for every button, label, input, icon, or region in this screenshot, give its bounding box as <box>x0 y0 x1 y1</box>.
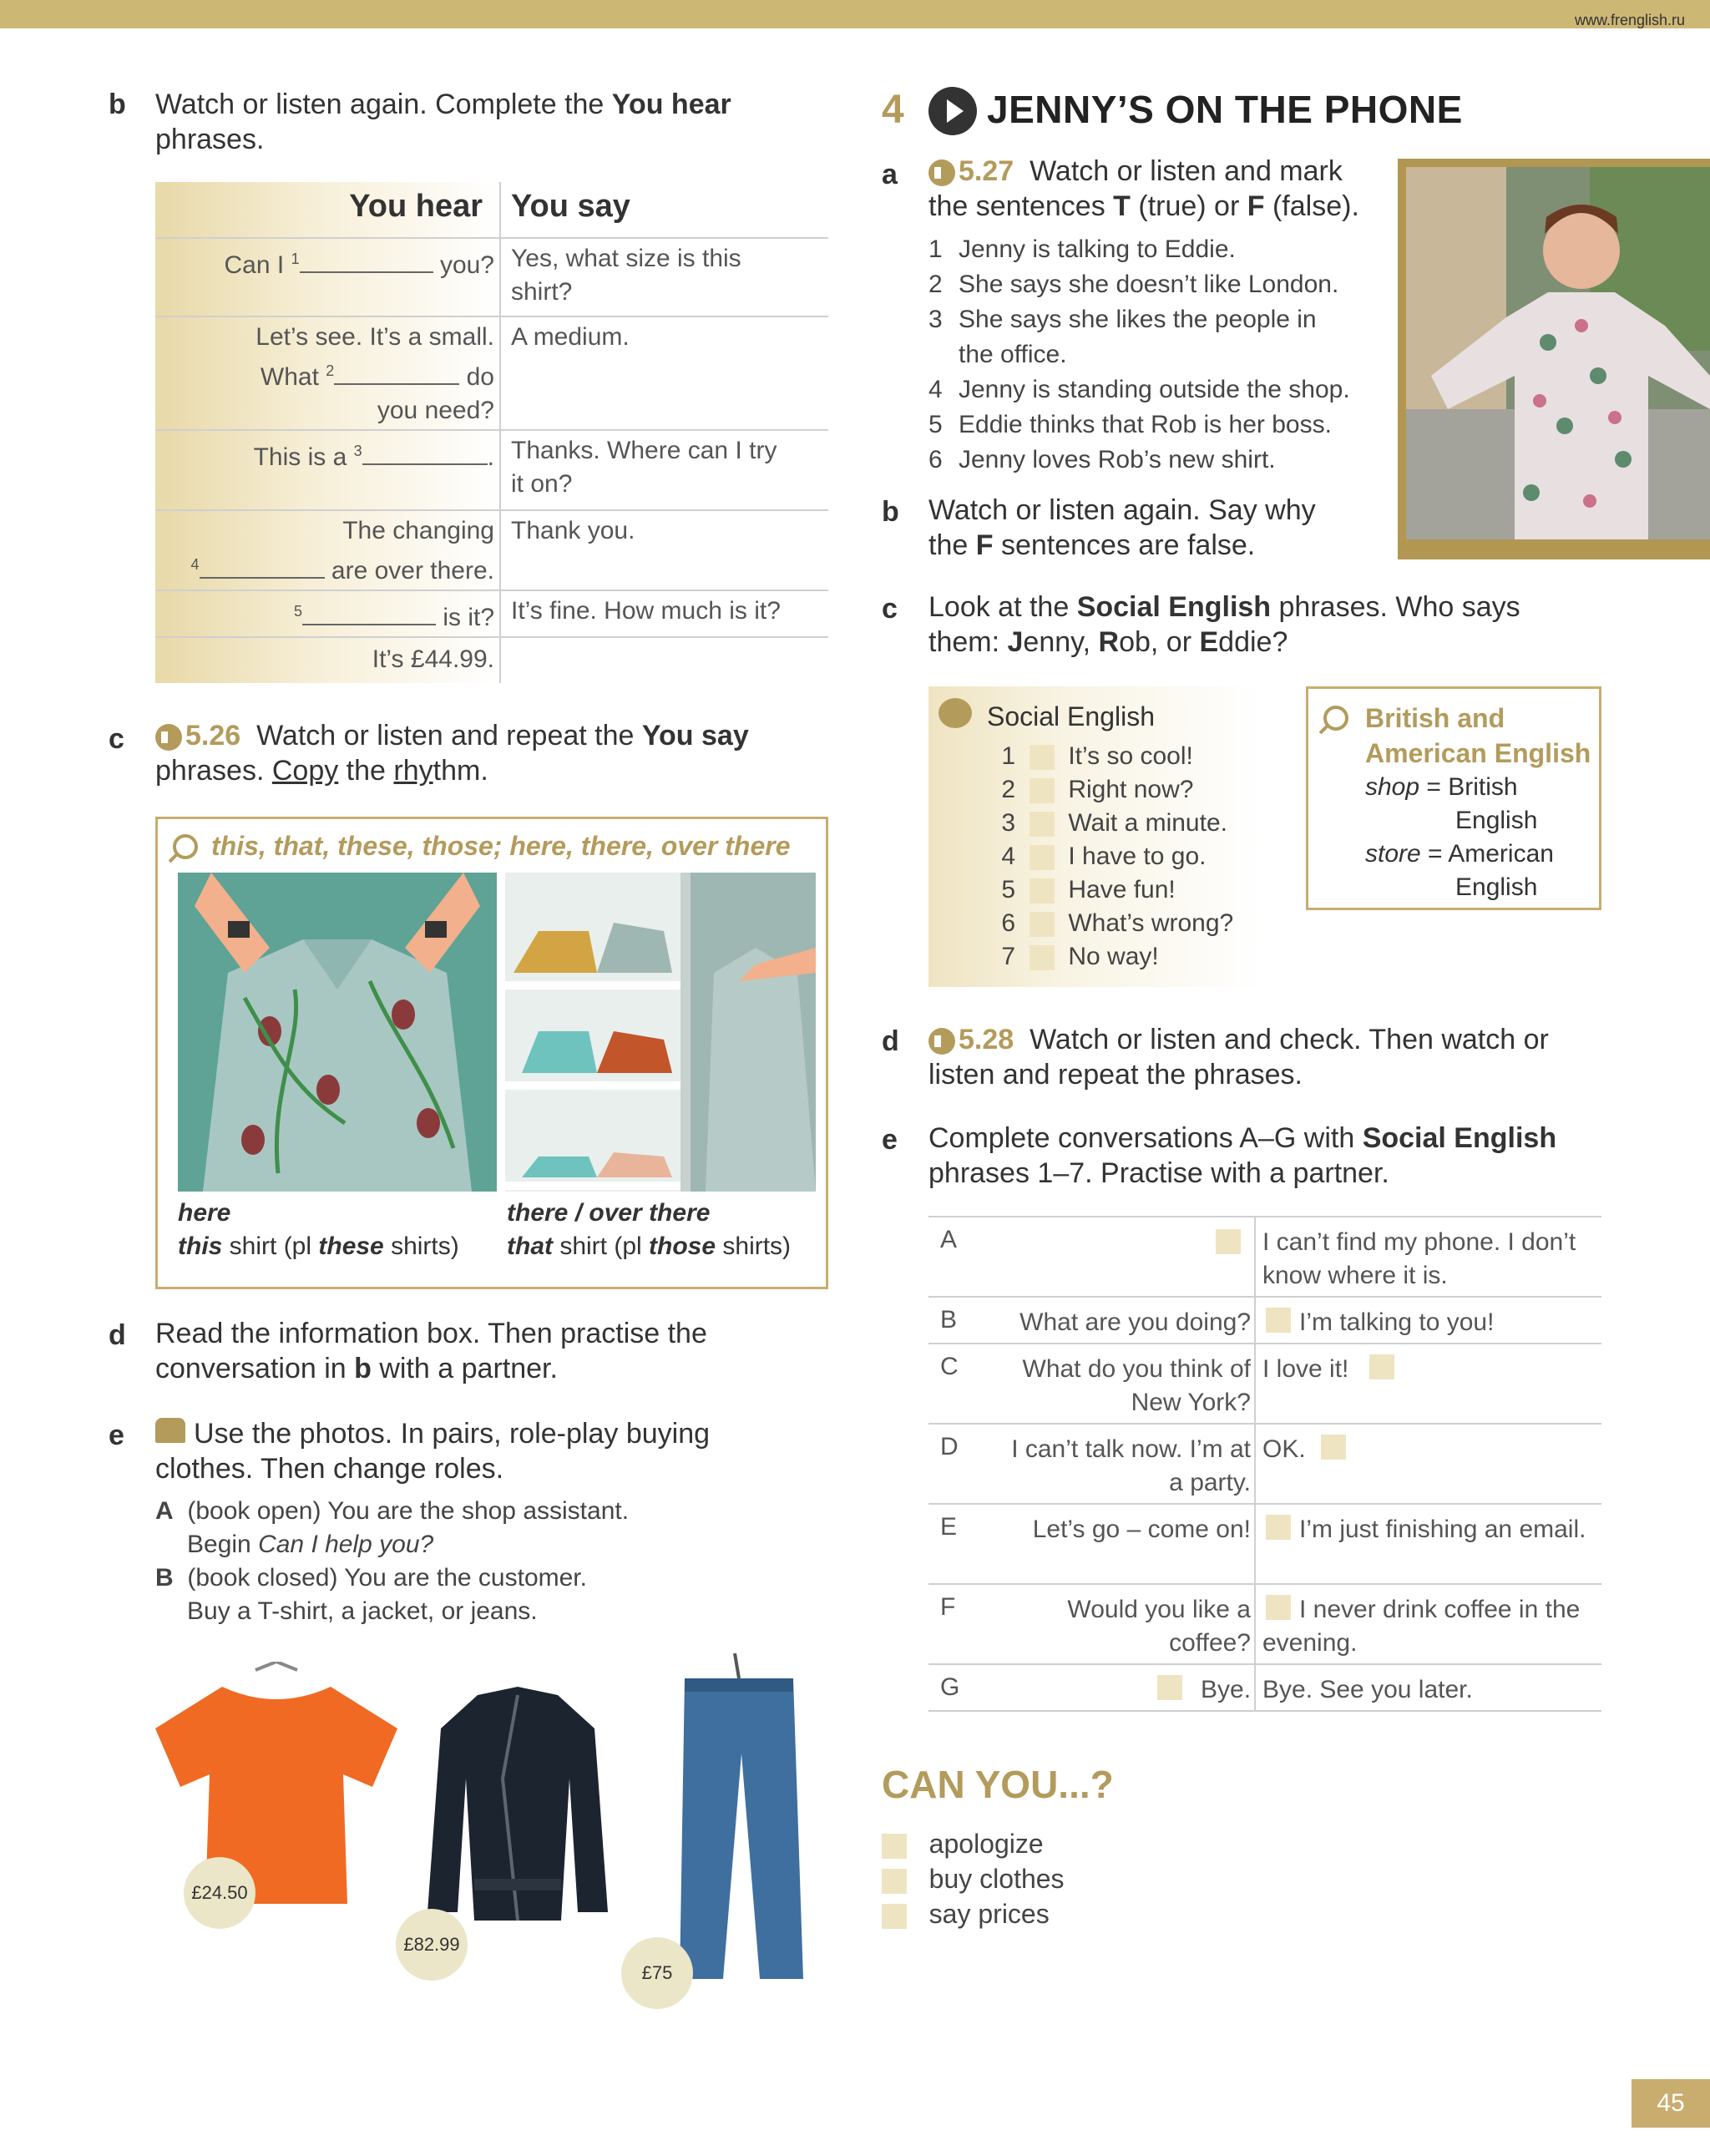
jeans-price-tag: £75 <box>621 1937 693 2009</box>
you-hear-you-say-table <box>155 182 828 683</box>
exercise-a-letter: a <box>882 159 898 190</box>
conv-divider <box>1254 1298 1256 1344</box>
conv-right-text: OK. <box>1262 1435 1306 1463</box>
table-rule <box>155 237 828 239</box>
table-divider <box>499 182 501 683</box>
exercise-d-letter: d <box>109 1319 126 1351</box>
blank-5[interactable] <box>302 600 436 625</box>
tshirt-photo <box>155 1662 397 1904</box>
conv-divider <box>1254 1425 1256 1505</box>
conv-row-g <box>928 1663 1601 1712</box>
conv-divider <box>1254 1344 1256 1425</box>
answer-box[interactable] <box>1157 1675 1182 1700</box>
answer-box[interactable] <box>1030 912 1055 937</box>
shop-row: shop = British <box>1365 773 1518 801</box>
exercise-c-letter: c <box>109 723 124 755</box>
table-rule <box>155 429 828 431</box>
row5-you-hear: $^5$ is it? <box>177 595 494 635</box>
row4-you-say: Thank you. <box>511 517 635 544</box>
answer-box[interactable] <box>1030 945 1055 970</box>
checkbox[interactable] <box>882 1834 907 1859</box>
exercise-c2-instruction: Look at the Social English phrases. Who says them: Jenny, Rob, or Eddie? <box>928 591 1520 658</box>
can-you-item: apologize <box>882 1829 1044 1860</box>
store-row: store = American <box>1365 840 1554 868</box>
jacket-price-tag: £82.99 <box>396 1909 468 1981</box>
exercise-d-instruction: Read the information box. Then practise the conversation in b with a partner. <box>155 1318 707 1384</box>
exercise-b-letter: b <box>109 89 126 120</box>
social-item-2: 2 Right now? <box>1001 776 1194 803</box>
conv-left-text: What do you think of New York? <box>1022 1355 1251 1416</box>
shirts-there-illustration <box>505 873 816 1192</box>
conv-row-d <box>928 1423 1601 1503</box>
jenny-video-still <box>1398 159 1710 559</box>
conv-left-text: What are you doing? <box>1019 1308 1251 1336</box>
blank-2[interactable] <box>334 360 459 385</box>
row3-you-say: Thanks. Where can I try it on? <box>511 437 777 498</box>
blank-3[interactable] <box>362 440 488 465</box>
can-you-item: buy clothes <box>882 1864 1065 1895</box>
conv-left-text: Bye. <box>1201 1676 1252 1703</box>
row2-you-say: A medium. <box>511 323 630 351</box>
header-you-say: You say <box>511 189 630 224</box>
top-banner <box>0 0 1710 28</box>
social-english-box <box>928 686 1262 987</box>
answer-box[interactable] <box>1030 778 1055 803</box>
conv-right-text: I love it! <box>1262 1355 1349 1383</box>
conv-left-text: Would you like a coffee? <box>1067 1596 1251 1657</box>
table-rule <box>155 636 828 638</box>
conv-row-f <box>928 1583 1601 1663</box>
conv-left-text: I can’t talk now. I’m at a party. <box>1011 1435 1251 1496</box>
conv-divider <box>1254 1585 1256 1665</box>
social-item-5: 5 Have fun! <box>1001 876 1176 903</box>
exercise-e2-instruction: Complete conversations A–G with Social English phrases 1–7. Practise with a partner. <box>928 1122 1557 1189</box>
answer-box[interactable] <box>1030 878 1055 903</box>
conv-right-text: I’m talking to you! <box>1299 1308 1495 1336</box>
role-instructions: A (book open) You are the shop assistant. Begin Can I help you? B (book closed) You are the customer. Buy a T-shirt, a jacket, or jeans. <box>155 1497 630 1625</box>
conv-row-e <box>928 1503 1601 1583</box>
header-you-hear: You hear <box>349 189 483 224</box>
exercise-b2-letter: b <box>882 496 899 528</box>
tshirt-price-tag: £24.50 <box>184 1857 255 1929</box>
page-number: 45 <box>1632 2079 1710 2128</box>
social-item-7: 7 No way! <box>1001 943 1159 970</box>
british-american-title: British and American English <box>1365 703 1591 768</box>
conv-divider <box>1254 1505 1256 1585</box>
row6-you-hear: It’s £44.99. <box>372 645 494 673</box>
conv-letter: F <box>940 1593 956 1621</box>
checkbox[interactable] <box>882 1904 907 1929</box>
answer-box[interactable] <box>1321 1435 1346 1460</box>
row2-you-hear: Let’s see. It’s a small. What $^2$ do you need? <box>255 323 494 424</box>
conv-letter: E <box>940 1513 958 1541</box>
answer-box[interactable] <box>1030 745 1055 770</box>
conv-row-a <box>928 1216 1601 1296</box>
true-false-list: 1 Jenny is talking to Eddie. 2 She says she doesn’t like London. 3 She says she likes the people in the office. 4 Jenny is standing outside the shop. 5 Eddie thinks that Rob is her boss. 6 Jenny loves Rob’s new shirt. <box>928 235 1350 473</box>
exercise-e2-letter: e <box>882 1124 898 1156</box>
answer-box[interactable] <box>1030 812 1055 837</box>
can-you-heading: CAN YOU...? <box>882 1763 1114 1806</box>
row3-you-hear: This is a $^3$ . <box>177 434 494 474</box>
blank-1[interactable] <box>300 248 433 273</box>
section-title: JENNY’S ON THE PHONE <box>987 88 1463 131</box>
caption-here: here this shirt (pl these shirts) <box>178 1199 459 1260</box>
row5-you-say: It’s fine. How much is it? <box>511 597 781 625</box>
shop-row-2: English <box>1455 807 1538 834</box>
social-item-4: 4 I have to go. <box>1001 843 1207 870</box>
conv-letter: A <box>940 1226 958 1253</box>
conv-row-b <box>928 1296 1601 1343</box>
answer-box[interactable] <box>1030 845 1055 870</box>
section-number: 4 <box>882 88 904 132</box>
info-box-title: this, that, these, those; here, there, over there <box>211 831 791 861</box>
checkbox[interactable] <box>882 1869 907 1894</box>
exercise-b2-instruction: Watch or listen again. Say why the F sentences are false. <box>928 494 1316 561</box>
exercise-d2-letter: d <box>882 1025 899 1057</box>
table-rule <box>155 590 828 591</box>
play-video-icon[interactable] <box>928 87 977 135</box>
exercise-c2-letter: c <box>882 593 898 625</box>
exercise-e-letter: e <box>109 1420 124 1451</box>
conv-letter: G <box>940 1673 960 1701</box>
social-item-6: 6 What’s wrong? <box>1001 909 1234 937</box>
conv-divider <box>1254 1217 1256 1298</box>
audio-icon[interactable] <box>155 724 182 751</box>
row1-you-hear: Can I $^1$ you? <box>177 242 494 282</box>
can-you-item: say prices <box>882 1899 1050 1930</box>
audio-icon[interactable] <box>928 159 955 186</box>
audio-icon[interactable] <box>928 1028 955 1055</box>
conv-right-text: I can’t find my phone. I don’t know where it is. <box>1262 1228 1576 1289</box>
store-row-2: English <box>1455 873 1538 901</box>
social-item-1: 1 It’s so cool! <box>1001 742 1193 770</box>
exercise-c-instruction: 5.26 Watch or listen and repeat the You say phrases. Copy the rhythm. <box>155 720 749 787</box>
conv-letter: B <box>940 1306 958 1334</box>
answer-box[interactable] <box>1216 1229 1241 1254</box>
exercise-d2-instruction: 5.28 Watch or listen and check. Then watch or listen and repeat the phrases. <box>928 1024 1549 1091</box>
exercise-a-instruction: 5.27 Watch or listen and mark the sentences T (true) or F (false). <box>928 155 1359 222</box>
british-american-box <box>1306 686 1601 910</box>
table-rule <box>155 509 828 511</box>
exercise-e-instruction: Use the photos. In pairs, role-play buying clothes. Then change roles. <box>155 1418 711 1485</box>
jeans-photo <box>668 1653 810 1979</box>
conv-row-c <box>928 1343 1601 1423</box>
row1-you-say: Yes, what size is this shirt? <box>511 245 741 306</box>
conv-letter: C <box>940 1353 959 1380</box>
info-box-demonstratives <box>155 817 828 1289</box>
answer-box[interactable] <box>1266 1308 1291 1333</box>
conv-right-text: I never drink coffee in the evening. <box>1262 1596 1581 1657</box>
website-url[interactable]: www.frenglish.ru <box>1574 12 1685 28</box>
conv-right-text: I’m just finishing an email. <box>1299 1516 1586 1543</box>
conv-letter: D <box>940 1433 959 1460</box>
row4-you-hear: The changing $^4$ are over there. <box>190 517 494 585</box>
caption-there: there / over there that shirt (pl those shirts) <box>507 1199 792 1260</box>
blank-4[interactable] <box>200 554 325 579</box>
conv-left-text: Let’s go – come on! <box>1032 1516 1251 1543</box>
social-item-3: 3 Wait a minute. <box>1001 809 1227 837</box>
shirt-here-illustration <box>178 873 497 1192</box>
table-rule <box>155 316 828 317</box>
exercise-b-instruction: Watch or listen again. Complete the You hear phrases. <box>155 89 731 155</box>
social-english-title: Social English <box>987 701 1155 731</box>
answer-box[interactable] <box>1369 1354 1394 1379</box>
conv-divider <box>1254 1665 1256 1712</box>
magnifier-icon <box>1323 706 1348 731</box>
speech-bubble-icon <box>938 698 972 728</box>
conv-right-text: Bye. See you later. <box>1262 1676 1473 1703</box>
jacket-photo <box>428 1678 608 1929</box>
magnifier-icon <box>173 834 198 859</box>
